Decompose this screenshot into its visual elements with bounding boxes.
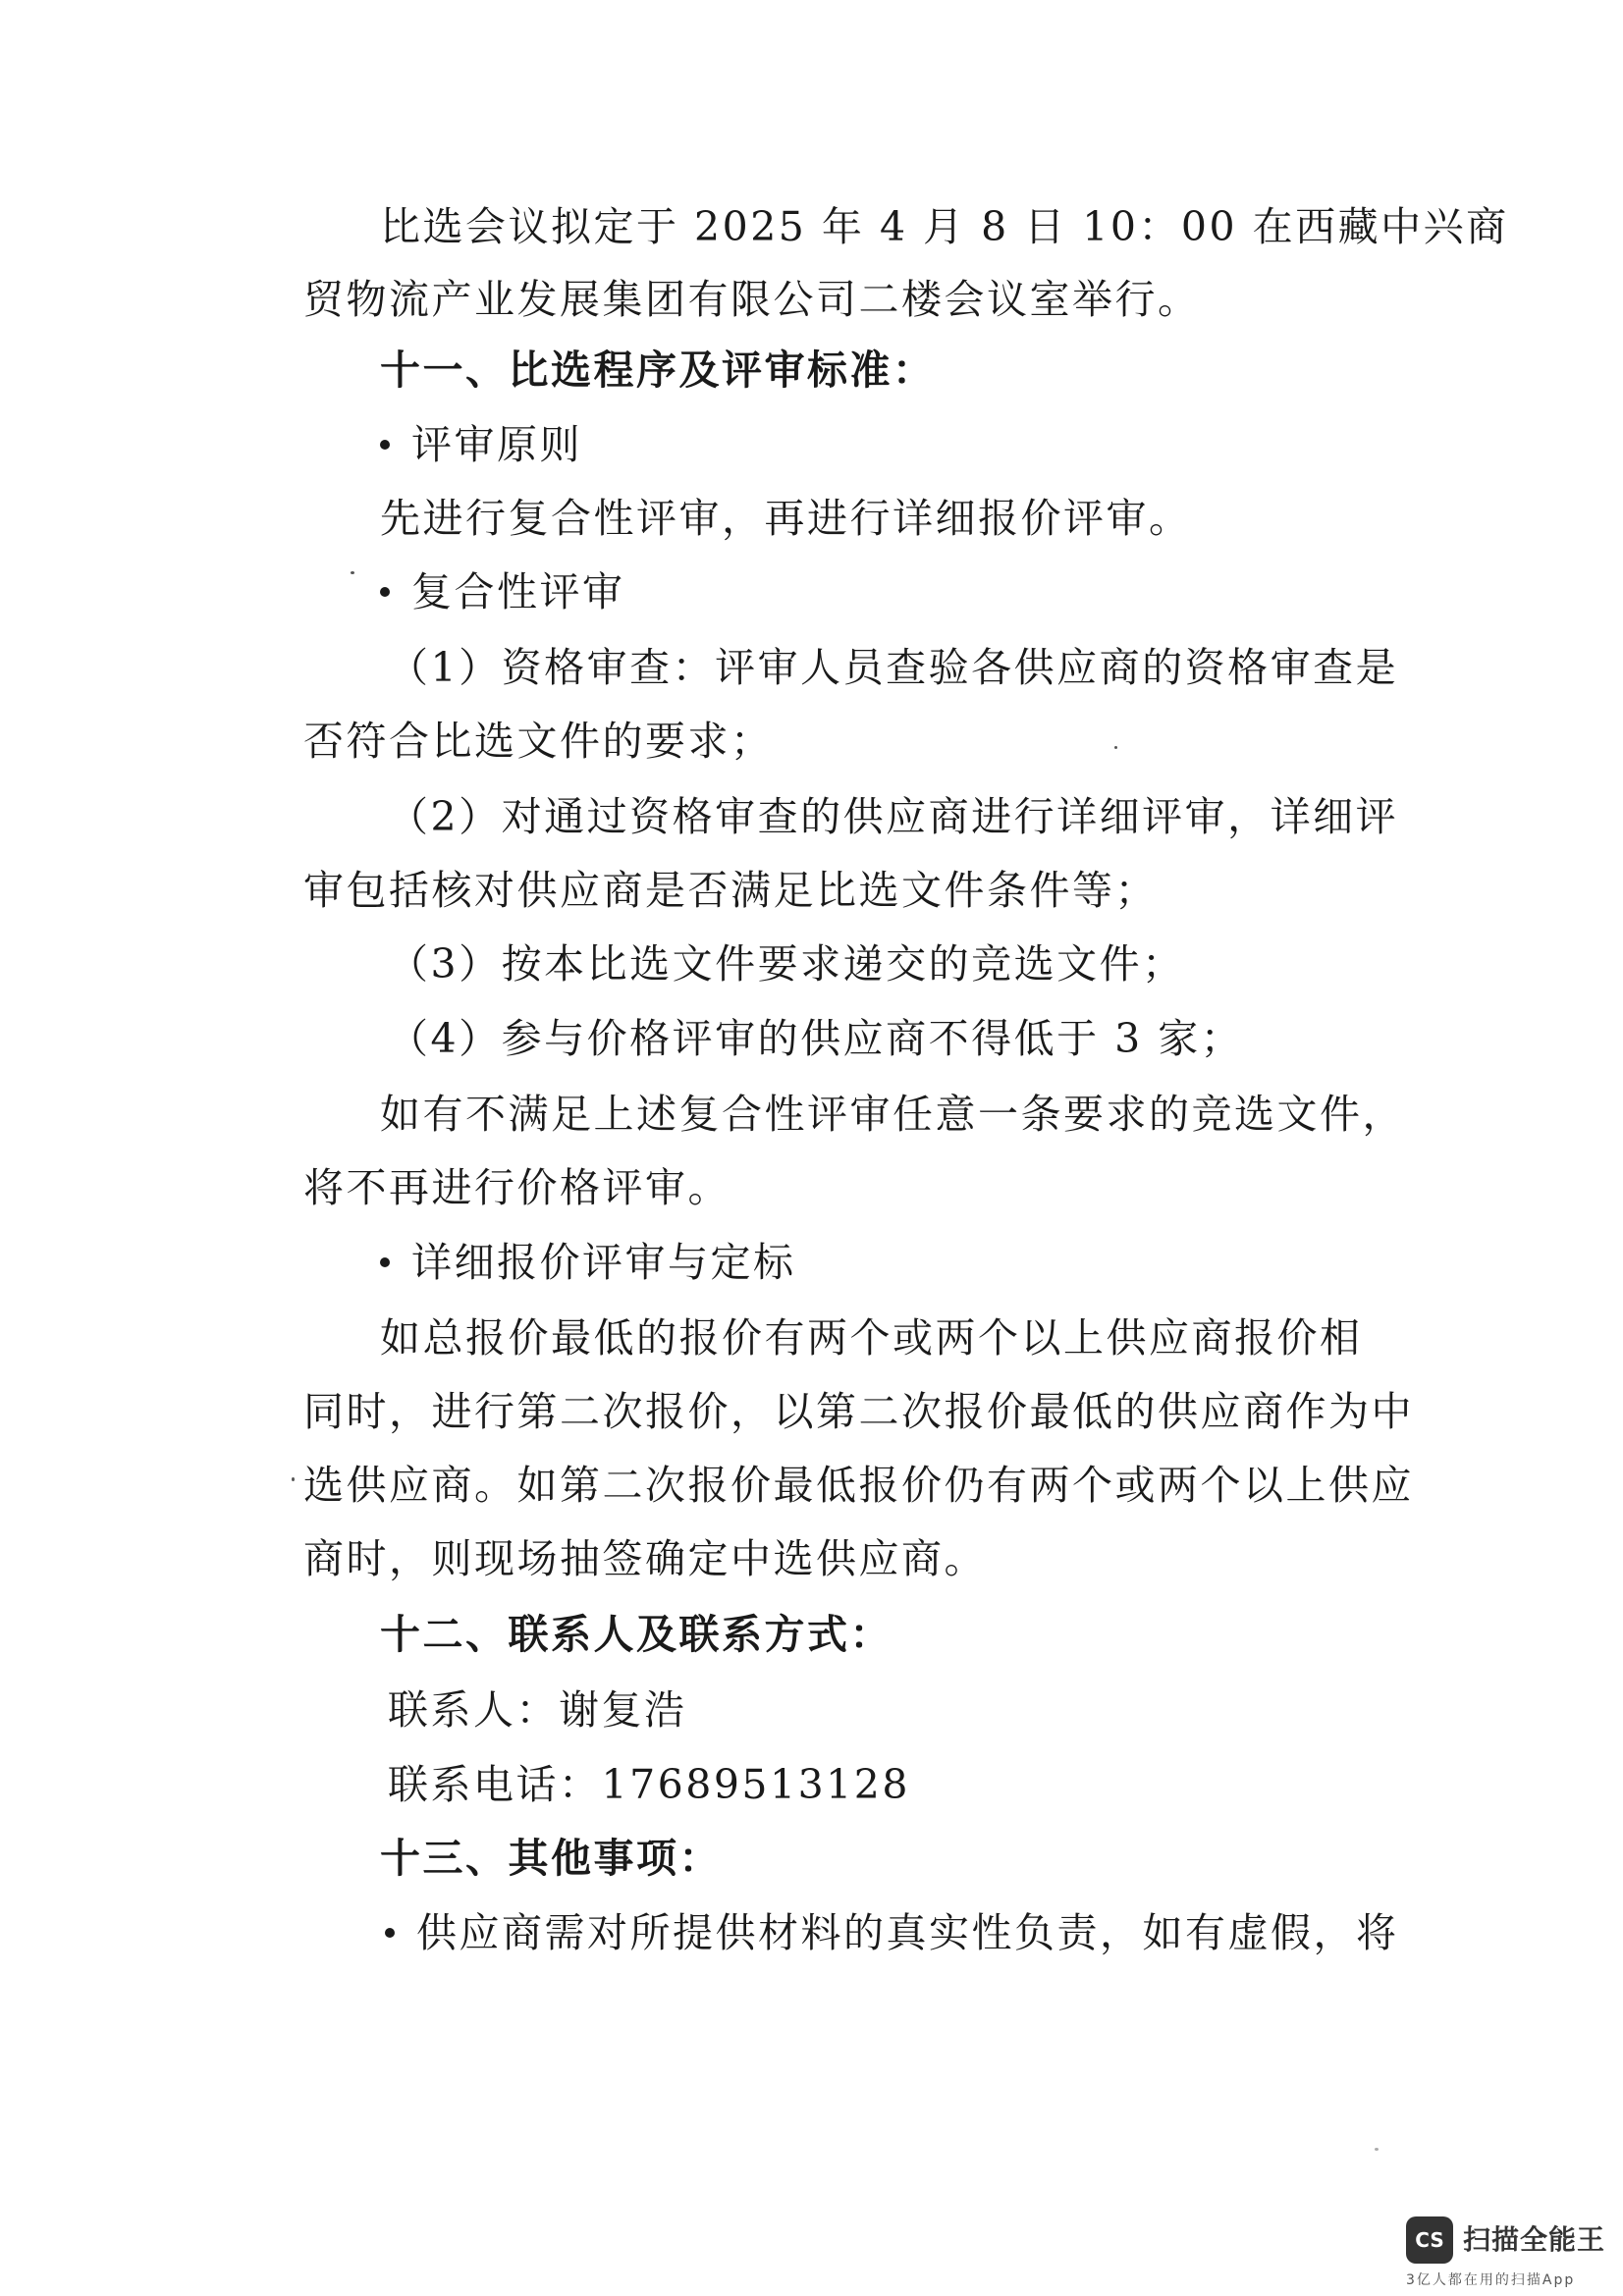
paragraph-line: （2）对通过资格审查的供应商进行详细评审，详细评 (388, 793, 1399, 840)
bullet-text: 详细报价评审与定标 (411, 1239, 796, 1286)
paragraph-line: （1）资格审查：评审人员查验各供应商的资格审查是 (388, 644, 1399, 691)
paragraph-line: 如有不满足上述复合性评审任意一条要求的竞选文件， (380, 1091, 1405, 1138)
paragraph-line: （3）按本比选文件要求递交的竞选文件； (388, 940, 1185, 988)
bullet-text: 复合性评审 (411, 568, 625, 615)
bullet-text: 评审原则 (411, 421, 582, 468)
section-heading-11: 十一、比选程序及评审标准： (380, 347, 936, 394)
bullet-item (380, 420, 582, 469)
paragraph-line: 审包括核对供应商是否满足比选文件条件等； (303, 867, 1158, 914)
bullet-dot (380, 1257, 390, 1267)
watermark-subtitle: 3亿人都在用的扫描App (1406, 2272, 1576, 2288)
paragraph-line: 先进行复合性评审，再进行详细报价评审。 (380, 495, 1192, 542)
bullet-dot (380, 587, 390, 597)
bullet-dot (380, 440, 390, 450)
section-heading-12: 十二、联系人及联系方式： (380, 1611, 893, 1658)
paragraph-line: 同时，进行第二次报价，以第二次报价最低的供应商作为中 (303, 1388, 1414, 1435)
paragraph-line: 商时，则现场抽签确定中选供应商。 (303, 1535, 987, 1582)
paragraph-line: （4）参与价格评审的供应商不得低于 3 家； (388, 1015, 1244, 1062)
bullet-item (385, 1908, 1399, 1957)
paragraph-line: 否符合比选文件的要求； (303, 718, 774, 765)
scan-speck (351, 571, 354, 574)
paragraph-line: 比选会议拟定于 2025 年 4 月 8 日 10：00 在西藏中兴商 (380, 203, 1509, 250)
paragraph-line: 将不再进行价格评审。 (303, 1164, 730, 1211)
scan-speck (1375, 2148, 1379, 2151)
section-heading-13: 十三、其他事项： (380, 1835, 722, 1882)
bullet-item (380, 1238, 796, 1287)
watermark-title: 扫描全能王 (1463, 2223, 1606, 2256)
scan-speck (292, 1477, 295, 1481)
bullet-text: 供应商需对所提供材料的真实性负责，如有虚假，将 (416, 1909, 1399, 1956)
bullet-dot (385, 1928, 395, 1938)
bullet-item (380, 567, 625, 616)
paragraph-line: 如总报价最低的报价有两个或两个以上供应商报价相 (380, 1314, 1363, 1362)
paragraph-line: 贸物流产业发展集团有限公司二楼会议室举行。 (303, 276, 1201, 323)
paragraph-line: 选供应商。如第二次报价最低报价仍有两个或两个以上供应 (303, 1462, 1414, 1509)
contact-person: 联系人：谢复浩 (388, 1686, 687, 1734)
contact-phone: 联系电话：17689513128 (388, 1761, 910, 1808)
scanner-watermark (1406, 2211, 1612, 2289)
cs-logo-icon: CS (1406, 2216, 1453, 2264)
scan-speck (1114, 746, 1117, 749)
